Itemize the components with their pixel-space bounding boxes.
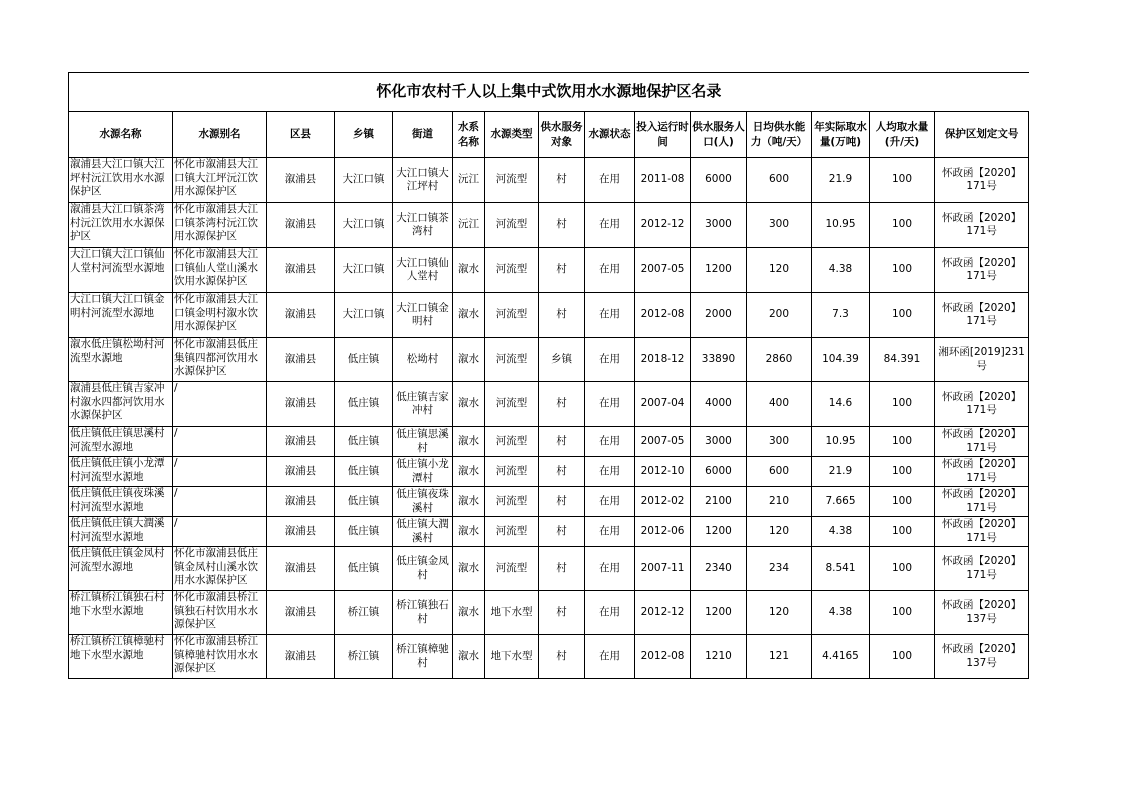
table-cell: 溆浦县	[267, 158, 335, 203]
table-cell: 河流型	[485, 382, 539, 427]
table-cell: 怀化市溆浦县大江口镇仙人堂山溪水饮用水源保护区	[173, 248, 267, 293]
table-cell: 低庄镇	[335, 487, 393, 517]
table-cell: 大江口镇仙人堂村	[393, 248, 453, 293]
table-cell: 溆水	[453, 293, 485, 338]
table-cell: 村	[539, 517, 585, 547]
table-cell: 沅江	[453, 158, 485, 203]
column-header: 水源名称	[69, 112, 173, 158]
table-cell: 低庄镇大潤溪村	[393, 517, 453, 547]
table-cell: 溆浦县	[267, 457, 335, 487]
table-cell: 怀政函【2020】171号	[935, 427, 1029, 457]
table-cell: 低庄镇金凤村	[393, 547, 453, 591]
column-header: 街道	[393, 112, 453, 158]
column-header: 投入运行时间	[635, 112, 691, 158]
table-cell: 低庄镇	[335, 517, 393, 547]
table-cell: 6000	[691, 457, 747, 487]
table-cell: 沅江	[453, 203, 485, 248]
table-cell: 在用	[585, 517, 635, 547]
table-cell: 100	[870, 158, 935, 203]
table-cell: 2011-08	[635, 158, 691, 203]
table-cell: 2007-05	[635, 248, 691, 293]
table-cell: 溆水低庄镇松坳村河流型水源地	[69, 338, 173, 382]
table-row	[69, 517, 1029, 547]
table-cell: 河流型	[485, 427, 539, 457]
table-cell: 大江口镇	[335, 158, 393, 203]
table-cell: 溆水	[453, 635, 485, 679]
table-cell: 120	[747, 248, 812, 293]
table-cell: 大江口镇	[335, 248, 393, 293]
table-cell: 大江口镇大江坪村	[393, 158, 453, 203]
table-row	[69, 203, 1029, 248]
column-header: 日均供水能力（吨/天）	[747, 112, 812, 158]
table-cell: 2012-02	[635, 487, 691, 517]
table-row	[69, 427, 1029, 457]
table-cell: 33890	[691, 338, 747, 382]
table-cell: 300	[747, 427, 812, 457]
table-row	[69, 547, 1029, 591]
table-cell: 河流型	[485, 203, 539, 248]
table-cell: 溆水	[453, 591, 485, 635]
table-cell: 2012-10	[635, 457, 691, 487]
table-cell: 河流型	[485, 158, 539, 203]
table-cell: 怀政函【2020】171号	[935, 457, 1029, 487]
table-cell: 100	[870, 293, 935, 338]
table-cell: 4.38	[812, 248, 870, 293]
table-cell: 松坳村	[393, 338, 453, 382]
table-cell: 234	[747, 547, 812, 591]
table-cell: /	[173, 487, 267, 517]
table-cell: 溆水	[453, 338, 485, 382]
table-cell: 100	[870, 591, 935, 635]
table-cell: 大江口镇大江口镇金明村河流型水源地	[69, 293, 173, 338]
column-header: 水源状态	[585, 112, 635, 158]
table-cell: 大江口镇茶湾村	[393, 203, 453, 248]
table-cell: 村	[539, 158, 585, 203]
table-cell: 2018-12	[635, 338, 691, 382]
table-cell: 溆浦县低庄镇吉家冲村溆水四都河饮用水水源保护区	[69, 382, 173, 427]
table-row	[69, 293, 1029, 338]
table-cell: 怀化市溆浦县桥江镇独石村饮用水水源保护区	[173, 591, 267, 635]
table-cell: 低庄镇	[335, 427, 393, 457]
table-row	[69, 338, 1029, 382]
table-cell: 600	[747, 158, 812, 203]
table-cell: 村	[539, 248, 585, 293]
table-row	[69, 487, 1029, 517]
table-cell: 村	[539, 427, 585, 457]
table-cell: 溆浦县	[267, 591, 335, 635]
table-cell: 100	[870, 427, 935, 457]
table-cell: 4.4165	[812, 635, 870, 679]
table-cell: 村	[539, 293, 585, 338]
table-cell: 河流型	[485, 293, 539, 338]
table-cell: 桥江镇	[335, 591, 393, 635]
table-cell: 1200	[691, 517, 747, 547]
table-cell: /	[173, 517, 267, 547]
table-cell: 8.541	[812, 547, 870, 591]
table-cell: 在用	[585, 487, 635, 517]
table-cell: 2100	[691, 487, 747, 517]
table-cell: 4000	[691, 382, 747, 427]
table-cell: 怀化市溆浦县低庄镇金凤村山溪水饮用水水源保护区	[173, 547, 267, 591]
column-header: 保护区划定文号	[935, 112, 1029, 158]
table-cell: 溆浦县	[267, 427, 335, 457]
table-cell: 2012-08	[635, 635, 691, 679]
table-cell: 120	[747, 591, 812, 635]
table-cell: 200	[747, 293, 812, 338]
table-cell: 84.391	[870, 338, 935, 382]
table-cell: 在用	[585, 382, 635, 427]
table-cell: 低庄镇低庄镇小龙潭村河流型水源地	[69, 457, 173, 487]
table-cell: 21.9	[812, 158, 870, 203]
table-cell: 100	[870, 547, 935, 591]
table-cell: 在用	[585, 457, 635, 487]
table-cell: 2860	[747, 338, 812, 382]
table-cell: 1210	[691, 635, 747, 679]
table-cell: 300	[747, 203, 812, 248]
table-cell: 大江口镇大江口镇仙人堂村河流型水源地	[69, 248, 173, 293]
table-cell: 2000	[691, 293, 747, 338]
table-cell: 村	[539, 591, 585, 635]
table-cell: 4.38	[812, 517, 870, 547]
table-cell: 河流型	[485, 517, 539, 547]
table-cell: 21.9	[812, 457, 870, 487]
table-cell: 14.6	[812, 382, 870, 427]
column-header: 水系名称	[453, 112, 485, 158]
table-cell: 104.39	[812, 338, 870, 382]
table-cell: 低庄镇思溪村	[393, 427, 453, 457]
table-cell: 溆浦县	[267, 635, 335, 679]
water-source-table	[68, 72, 1029, 679]
table-cell: 2012-12	[635, 203, 691, 248]
table-cell: 地下水型	[485, 591, 539, 635]
table-cell: 怀化市溆浦县大江口镇茶湾村沅江饮用水源保护区	[173, 203, 267, 248]
table-cell: 大江口镇	[335, 293, 393, 338]
table-cell: 湘环函[2019]231号	[935, 338, 1029, 382]
table-cell: 2007-05	[635, 427, 691, 457]
table-cell: 2007-11	[635, 547, 691, 591]
table-cell: 溆浦县	[267, 382, 335, 427]
table-cell: 100	[870, 517, 935, 547]
table-row	[69, 591, 1029, 635]
table-cell: 怀政函【2020】171号	[935, 248, 1029, 293]
table-row	[69, 248, 1029, 293]
spreadsheet-page	[68, 72, 1028, 679]
table-cell: 100	[870, 248, 935, 293]
table-cell: 溆浦县	[267, 517, 335, 547]
table-cell: 10.95	[812, 203, 870, 248]
table-cell: 大江口镇	[335, 203, 393, 248]
table-cell: 210	[747, 487, 812, 517]
table-cell: 大江口镇金明村	[393, 293, 453, 338]
table-cell: 怀政函【2020】171号	[935, 293, 1029, 338]
table-cell: 村	[539, 547, 585, 591]
table-cell: 溆浦县	[267, 293, 335, 338]
table-cell: /	[173, 382, 267, 427]
table-cell: 怀政函【2020】171号	[935, 547, 1029, 591]
table-cell: /	[173, 457, 267, 487]
table-cell: 河流型	[485, 338, 539, 382]
table-cell: 溆水	[453, 248, 485, 293]
table-cell: 村	[539, 457, 585, 487]
table-cell: 7.3	[812, 293, 870, 338]
table-cell: 6000	[691, 158, 747, 203]
table-cell: 溆水	[453, 547, 485, 591]
table-cell: 在用	[585, 635, 635, 679]
table-cell: 10.95	[812, 427, 870, 457]
header-row	[69, 112, 1029, 158]
table-cell: 怀化市溆浦县大江口镇金明村溆水饮用水源保护区	[173, 293, 267, 338]
table-cell: 在用	[585, 427, 635, 457]
table-cell: 100	[870, 382, 935, 427]
table-row	[69, 635, 1029, 679]
table-cell: 600	[747, 457, 812, 487]
table-cell: 低庄镇低庄镇夜珠溪村河流型水源地	[69, 487, 173, 517]
table-cell: 河流型	[485, 547, 539, 591]
table-cell: 121	[747, 635, 812, 679]
table-cell: 低庄镇小龙潭村	[393, 457, 453, 487]
table-cell: 低庄镇低庄镇大潤溪村河流型水源地	[69, 517, 173, 547]
table-cell: 河流型	[485, 457, 539, 487]
table-cell: 村	[539, 203, 585, 248]
table-cell: 2007-04	[635, 382, 691, 427]
table-row	[69, 382, 1029, 427]
table-cell: 在用	[585, 591, 635, 635]
table-cell: 河流型	[485, 248, 539, 293]
table-cell: 2012-12	[635, 591, 691, 635]
table-cell: 在用	[585, 158, 635, 203]
table-cell: 在用	[585, 248, 635, 293]
table-row	[69, 457, 1029, 487]
table-cell: 低庄镇夜珠溪村	[393, 487, 453, 517]
table-cell: 2012-08	[635, 293, 691, 338]
table-cell: 溆浦县大江口镇大江坪村沅江饮用水水源保护区	[69, 158, 173, 203]
table-row	[69, 158, 1029, 203]
table-cell: 低庄镇	[335, 457, 393, 487]
table-cell: 在用	[585, 547, 635, 591]
table-cell: 1200	[691, 248, 747, 293]
table-cell: 100	[870, 487, 935, 517]
table-cell: 河流型	[485, 487, 539, 517]
table-cell: 在用	[585, 293, 635, 338]
table-title: 怀化市农村千人以上集中式饮用水水源地保护区名录	[69, 73, 1029, 112]
table-cell: 桥江镇独石村	[393, 591, 453, 635]
table-cell: 溆浦县	[267, 203, 335, 248]
column-header: 年实际取水量(万吨)	[812, 112, 870, 158]
table-cell: 溆浦县	[267, 547, 335, 591]
table-cell: /	[173, 427, 267, 457]
table-cell: 低庄镇吉家冲村	[393, 382, 453, 427]
table-cell: 2340	[691, 547, 747, 591]
table-cell: 溆水	[453, 382, 485, 427]
table-cell: 低庄镇低庄镇金凤村河流型水源地	[69, 547, 173, 591]
table-cell: 低庄镇	[335, 547, 393, 591]
table-cell: 桥江镇桥江镇独石村地下水型水源地	[69, 591, 173, 635]
column-header: 乡镇	[335, 112, 393, 158]
table-cell: 怀政函【2020】171号	[935, 203, 1029, 248]
table-cell: 桥江镇樟驰村	[393, 635, 453, 679]
table-cell: 怀政函【2020】171号	[935, 517, 1029, 547]
column-header: 水源别名	[173, 112, 267, 158]
table-cell: 桥江镇桥江镇樟驰村地下水型水源地	[69, 635, 173, 679]
table-cell: 村	[539, 382, 585, 427]
table-cell: 村	[539, 635, 585, 679]
table-cell: 在用	[585, 203, 635, 248]
table-cell: 桥江镇	[335, 635, 393, 679]
table-cell: 怀政函【2020】137号	[935, 591, 1029, 635]
table-cell: 怀化市溆浦县低庄集镇四都河饮用水水源保护区	[173, 338, 267, 382]
table-cell: 在用	[585, 338, 635, 382]
column-header: 供水服务对象	[539, 112, 585, 158]
table-cell: 低庄镇	[335, 382, 393, 427]
table-cell: 溆水	[453, 487, 485, 517]
table-cell: 溆水	[453, 457, 485, 487]
table-body	[69, 158, 1029, 679]
column-header: 区县	[267, 112, 335, 158]
table-cell: 怀政函【2020】171号	[935, 158, 1029, 203]
table-cell: 400	[747, 382, 812, 427]
table-cell: 100	[870, 457, 935, 487]
table-cell: 3000	[691, 427, 747, 457]
table-cell: 溆浦县	[267, 487, 335, 517]
table-cell: 4.38	[812, 591, 870, 635]
table-cell: 怀化市溆浦县大江口镇大江坪沅江饮用水源保护区	[173, 158, 267, 203]
table-cell: 低庄镇低庄镇思溪村河流型水源地	[69, 427, 173, 457]
table-cell: 120	[747, 517, 812, 547]
table-cell: 溆浦县	[267, 338, 335, 382]
table-cell: 2012-06	[635, 517, 691, 547]
table-cell: 怀政函【2020】137号	[935, 635, 1029, 679]
table-cell: 溆浦县大江口镇茶湾村沅江饮用水水源保护区	[69, 203, 173, 248]
table-cell: 100	[870, 635, 935, 679]
table-cell: 怀化市溆浦县桥江镇樟驰村饮用水水源保护区	[173, 635, 267, 679]
column-header: 水源类型	[485, 112, 539, 158]
table-cell: 村	[539, 487, 585, 517]
column-header: 供水服务人口(人)	[691, 112, 747, 158]
table-cell: 3000	[691, 203, 747, 248]
table-cell: 怀政函【2020】171号	[935, 487, 1029, 517]
table-cell: 乡镇	[539, 338, 585, 382]
table-cell: 溆水	[453, 427, 485, 457]
table-cell: 溆浦县	[267, 248, 335, 293]
table-cell: 1200	[691, 591, 747, 635]
table-cell: 7.665	[812, 487, 870, 517]
table-cell: 100	[870, 203, 935, 248]
table-cell: 低庄镇	[335, 338, 393, 382]
table-cell: 溆水	[453, 517, 485, 547]
table-cell: 怀政函【2020】171号	[935, 382, 1029, 427]
table-cell: 地下水型	[485, 635, 539, 679]
column-header: 人均取水量(升/天)	[870, 112, 935, 158]
